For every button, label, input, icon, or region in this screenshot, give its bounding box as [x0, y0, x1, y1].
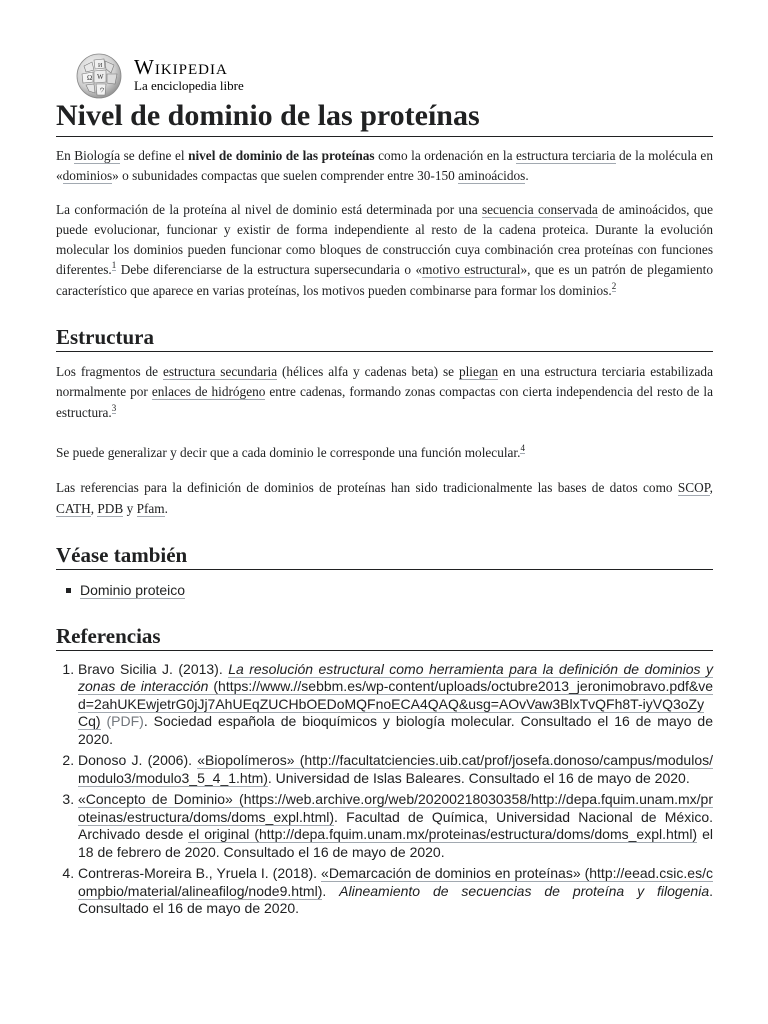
wikipedia-globe-icon[interactable]	[74, 52, 124, 100]
text: ,	[709, 480, 713, 496]
link-secuencia-conservada[interactable]: secuencia conservada	[481, 201, 598, 217]
svg-text:И: И	[98, 63, 103, 69]
heading-estructura: Estructura	[56, 323, 713, 352]
text: y	[123, 500, 137, 516]
citation-2[interactable]	[612, 281, 617, 292]
citation-link[interactable]: 3	[111, 402, 117, 413]
text: como la ordenación en la	[374, 148, 517, 163]
wordmark[interactable]	[134, 56, 244, 94]
estructura-paragraph-2	[56, 443, 713, 463]
intro-paragraph-1	[56, 146, 713, 187]
text: », que es un patrón de plegamiento característico que aparece en varias proteínas, los motivos pueden combinarse para formar los dominios.	[56, 262, 713, 298]
text: en una estructura terciaria estabilizada normalmente por	[56, 364, 713, 400]
text: (hélices alfa y cadenas beta) se	[277, 364, 459, 380]
link-motivo-estructural[interactable]: motivo estructural	[422, 262, 521, 278]
reference-item-3	[78, 791, 713, 861]
estructura-paragraph-1	[56, 362, 713, 423]
text: el 18 de febrero de 2020. Consultado el 16 de mayo de 2020.	[78, 826, 713, 860]
heading-referencias: Referencias	[56, 622, 713, 651]
text: En	[56, 148, 75, 163]
svg-text:ウ: ウ	[99, 88, 106, 94]
text: . Facultad de Química, Universidad Nacional de México. Archivado desde	[78, 808, 713, 843]
text: Donoso J. (2006).	[78, 752, 198, 769]
text: se define el	[120, 148, 189, 163]
link-enlaces-hidrogeno[interactable]: enlaces de hidrógeno	[151, 384, 266, 400]
text: de la molécula en «	[56, 148, 713, 184]
text: .	[322, 882, 340, 899]
text: Debe diferenciarse de la estructura supersecundaria o «	[116, 262, 423, 278]
reference-item-1	[78, 661, 713, 749]
text: .	[525, 168, 529, 184]
article-content	[56, 96, 713, 922]
link-cath[interactable]: CATH	[56, 500, 91, 516]
text: La conformación de la proteína al nivel de dominio está determinada por una	[56, 201, 482, 217]
link-estructura-terciaria[interactable]: estructura terciaria	[516, 148, 616, 163]
brand-tagline: La enciclopedia libre	[134, 78, 244, 93]
text: . Sociedad española de bioquímicos y biología molecular. Consultado el 16 de mayo de 2020.	[78, 713, 713, 747]
link-aminoacidos[interactable]: aminoácidos	[458, 168, 526, 184]
references-list	[56, 661, 713, 918]
ref-title-link[interactable]: «Demarcación de dominios en proteínas» (http://eead.csic.es/compbio/material/alineafilog/node9.html)	[78, 865, 713, 899]
reference-item-2	[78, 752, 713, 787]
text: ,	[90, 500, 98, 516]
page-title: Nivel de dominio de las proteínas	[56, 96, 713, 137]
link-estructura-secundaria[interactable]: estructura secundaria	[162, 364, 278, 380]
text: . Consultado el 16 de mayo de 2020.	[78, 882, 714, 917]
text: .	[164, 500, 168, 516]
ref-title-link[interactable]: «Biopolímeros» (http://facultatciencies.uib.cat/prof/josefa.donoso/campus/modulos/modulo3/modulo3_5_4_1.htm)	[78, 752, 713, 786]
svg-text:Ω: Ω	[87, 74, 93, 82]
text: Las referencias para la definición de dominios de proteínas han sido tradicionalmente las bases de datos como	[56, 480, 678, 496]
text: . Universidad de Islas Baleares. Consultado el 16 de mayo de 2020.	[267, 769, 690, 786]
citation-link[interactable]: 1	[111, 260, 117, 271]
svg-text:W: W	[97, 73, 104, 81]
citation-link[interactable]: 4	[520, 442, 525, 453]
bold-term: nivel de dominio de las proteínas	[188, 148, 375, 163]
link-dominio-proteico[interactable]: Dominio proteico	[80, 581, 186, 598]
citation-link[interactable]: 2	[611, 280, 617, 291]
ref-title-link[interactable]: «Concepto de Dominio» (https://web.archive.org/web/20200218030358/http://depa.fquim.unam.mx/proteinas/estructura/doms/doms_expl.html)	[78, 791, 713, 825]
text: entre cadenas, formando zonas compactas con cierta independencia del resto de la estructura.	[56, 384, 713, 420]
brand-name: Wikipedia	[134, 55, 228, 79]
text: de aminoácidos, que puede evolucionar, funcionar y existir de forma independiente al resto de la cadena proteica. Durante la evolución molecular los dominios pueden funcionar como bloques de construcción cuya combinación crea proteínas con funciones diferentes.	[56, 201, 713, 278]
link-pdb[interactable]: PDB	[97, 500, 124, 516]
list-item	[80, 580, 713, 600]
link-pliegan[interactable]: pliegan	[458, 364, 499, 380]
text: Alineamiento de secuencias de proteína y filogenia	[339, 882, 710, 899]
pdf-label: (PDF)	[100, 713, 144, 730]
see-also-list	[56, 580, 713, 600]
citation-3[interactable]	[112, 403, 117, 414]
heading-vease-tambien: Véase también	[56, 541, 713, 570]
link-scop[interactable]: SCOP	[677, 480, 710, 496]
reference-item-4	[78, 865, 713, 918]
link-biologia[interactable]: Biología	[74, 148, 121, 163]
text: La resolución estructural como herramienta para la definición de dominios y zonas de interacción	[78, 660, 714, 695]
text: Los fragmentos de	[56, 364, 163, 380]
text: Bravo Sicilia J. (2013).	[78, 660, 229, 677]
text: » o subunidades compactas que suelen comprender entre 30-150	[112, 168, 459, 184]
text: (https://www.//sebbm.es/wp-content/uploads/octubre2013_jeronimobravo.pdf&ved=2ahUKEwjetrG0jJj7AhUEqZUCHbOEDoMQFnoECA4QAQ&usg=AOvVaw3BlxTvQFh8T-iyVQ3oZyCq)	[78, 678, 713, 730]
link-dominios[interactable]: dominios	[62, 168, 113, 184]
archive-original-link[interactable]: el original (http://depa.fquim.unam.mx/proteinas/estructura/doms/doms_expl.html)	[188, 826, 698, 843]
link-pfam[interactable]: Pfam	[136, 500, 165, 516]
text: Contreras-Moreira B., Yruela I. (2018).	[78, 865, 322, 882]
text: Se puede generalizar y decir que a cada dominio le corresponde una función molecular.	[56, 444, 521, 460]
intro-paragraph-2	[56, 200, 713, 301]
estructura-paragraph-3	[56, 478, 713, 519]
citation-4[interactable]	[520, 443, 525, 454]
